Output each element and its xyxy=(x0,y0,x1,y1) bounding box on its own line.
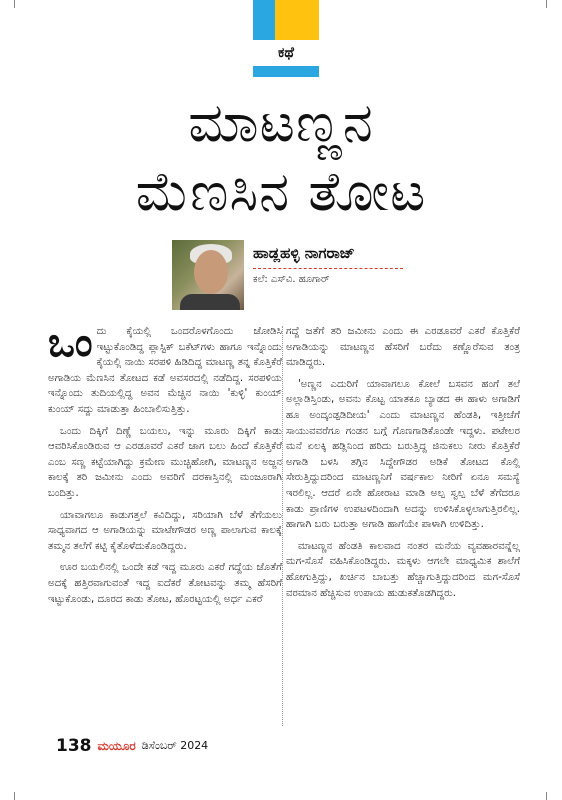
crop-mark xyxy=(14,792,15,800)
illustration-credit: ಕಲೆ: ಎಸ್‌ವಿ. ಹೂಗಾರ್ xyxy=(253,274,330,285)
issue-date: ಡಿಸೆಂಬರ್ 2024 xyxy=(141,739,209,752)
section-tab xyxy=(253,0,319,78)
crop-mark xyxy=(546,792,547,800)
crop-mark xyxy=(546,0,547,8)
paragraph: ಊರ ಬಯಲಿನಲ್ಲಿ ಒಂದೇ ಕಡೆ ಇದ್ದ ಮೂರು ಎಕರೆ ಗದ್ದೆಯ ಜೊತೆಗೆ ಅದಕ್ಕೆ ಹತ್ತಿರವಾಗುವಂತೆ ಇದ್ದ ಐದೆಕರೆ ತೋಟವನ್ನು ತಮ್ಮ ಹೆಸರಿಗೆ ಇಟ್ಟುಕೊಂಡು, ದೂರದ ಕಾಡು ತೋಟ, ಹೊರಟ್ಟಯಲ್ಲಿ ಅರ್ಧ ಎಕರೆ xyxy=(48,562,282,605)
paragraph: ಮಾಟಣ್ಣನ ಹೆಂಡತಿ ಕಾಲವಾದ ನಂತರ ಮನೆಯ ವ್ಯವಹಾರವನ್ನೆಲ್ಲ ಮಗ-ಸೊಸೆ ವಹಿಸಿಕೊಂಡಿದ್ದರು. ಮಕ್ಕಳು ಆಗಲೇ ಮಾಧ್ಯಮಿಕ ಶಾಲೆಗೆ ಹೋಗುತ್ತಿದ್ದು, ಖರ್ಚಿನ ಬಾಬತ್ತು ಹೆಚ್ಚಾಗುತ್ತಿದ್ದುದರಿಂದ ಮಗ-ಸೊಸೆ ವರಮಾನ ಹೆಚ್ಚಿಸುವ ಉಪಾಯ ಹುಡುಕತೊಡಗಿದ್ದರು. xyxy=(286,540,520,599)
story-title-line-1: ಮಾಟಣ್ಣನ xyxy=(188,91,374,154)
author-photo-face xyxy=(194,250,228,294)
paragraph: 'ಅಣ್ಣನ ಎದುರಿಗೆ ಯಾವಾಗಲೂ ಕೋಲೆ ಬಸವನ ಹಂಗೆ ತಲೆ ಅಲ್ಲಾಡಿಸ್ತಿಂಡು, ಅವನು ಕೊಟ್ಟ ಯಾತಕೂ ಬ್ಯಾಡದ ಈ ಹಾಳು ಅಗಾಡಿಗೆ ಹೂ ಅಂದ್ಕಂಡ್ಪಡಿದೀಯ' ಎಂದು ಮಾಟಣ್ಣನ ಹೆಂಡತಿ, ಇತ್ತೀಚೆಗೆ ಸಾಯುವವರೆಗೂ ಗಂಡನ ಬಗ್ಗೆ ಗೊಣಗಾಡಿಕೊಂಡೇ ಇದ್ದಳು. ಪಟೇಲರ ಮನೆ ಏಲಕ್ಕಿ ಹಡ್ಲಿನಿಂದ ಹರಿದು ಬರುತ್ತಿದ್ದ ಜಿನುಕಲು ನೀರು ಕೊತ್ತಿಕೆರೆ ಅಗಾಡಿ ಬಳಸಿ ತಗ್ಗಿನ ಸಿದ್ದೇಗೌಡರ ಅಡಿಕೆ ತೋಟದ ಕೊಲ್ಲಿ ಸೇರುತ್ತಿದ್ದುದರಿಂದ ಮಾಟಣ್ಣನಿಗೆ ವರ್ಷಕಾಲ ನೀರಿಗೆ ಏನೂ ಸಮಸ್ಯೆ ಇರಲಿಲ್ಲ. ಆದರೆ ಏನೇ ಹೋರಾಟ ಮಾಡಿ ಅಲ್ಪ ಸ್ವಲ್ಪ ಬೆಳೆ ತೆಗೆದರೂ ಕಾಡು ಪ್ರಾಣಿಗಳ ಉಪಟಳದಿಂದಾಗಿ ಅದನ್ನು ಉಳಿಸಿಕೊಳ್ಳಲಾಗುತ್ತಿರಲಿಲ್ಲ. ಹಾಗಾಗಿ ಬರು ಬರುತ್ತಾ ಅಗಾಡಿ ಹಾಗೆಯೇ ಪಾಳಾಗಿ ಉಳಿದಿತ್ತು. xyxy=(286,378,520,531)
crop-mark xyxy=(14,0,15,8)
tab-blue-block xyxy=(253,0,275,40)
tab-yellow-block xyxy=(275,0,319,40)
column-divider xyxy=(282,326,283,726)
section-label: ಕಥೆ xyxy=(253,40,319,66)
paragraph: ಯಾವಾಗಲೂ ಕಾಡುಗತ್ತಲೆ ಕವಿದಿದ್ದು, ಸರಿಯಾಗಿ ಬೆಳೆ ತೆಗೆಯಲು ಸಾಧ್ಯವಾಗದ ಆ ಅಗಾಡಿಯನ್ನು ಮಾಟೇಗೌಡರ ಅಣ್ಣ ಪಾಲಾಗುವ ಕಾಲಕ್ಕೆ ತಮ್ಮನ ತಲೆಗೆ ಕಟ್ಟಿ ಕೈತೊಳೆದುಕೊಂಡಿದ್ದರು. xyxy=(48,509,282,552)
tab-blue-bar xyxy=(253,66,319,77)
author-name: ಹಾಡ್ಲಹಳ್ಳಿ ನಾಗರಾಜ್ xyxy=(253,244,355,262)
paragraph: ಒಂದು ದಿಕ್ಕಿಗೆ ದಿಣ್ಣೆ ಬಯಲು, ಇನ್ನು ಮೂರು ದಿಕ್ಕಿಗೆ ಕಾಡು ಆವರಿಸಿಕೊಂಡಿರುವ ಆ ಎರಡೂವರೆ ಎಕರೆ ಜಾಗ ಬಲು ಹಿಂದೆ ಕೊತ್ತಿಕೆರೆ ಎಂಬ ಸಣ್ಣ ಕಟ್ಟೆಯಾಗಿದ್ದು ಕ್ರಮೇಣ ಮುಚ್ಚಿಹೋಗಿ, ಮಾಟಣ್ಣನ ಅಜ್ಜನ ಕಾಲಕ್ಕೆ ತರಿ ಜಮೀನು ಎಂದು ಅವರಿಗೆ ದರಕಾಸ್ತಿನಲ್ಲಿ ಮಂಜೂರಾಗಿ ಬಂದಿತ್ತು. xyxy=(48,425,282,499)
author-photo-shirt xyxy=(180,294,240,310)
paragraph-text: ದು ಕೈಯಲ್ಲಿ ಒಂದರೊಳಗೊಂದು ಜೋಡಿಸಿ ಇಟ್ಟುಕೊಂಡಿದ್ದ ಪ್ಲಾಸ್ಟಿಕ್ ಬಕೆಟ್‌ಗಳು ಹಾಗೂ ಇನ್ನೊಂದು ಕೈಯಲ್ಲಿ ನಾಯಿ ಸರಪಳಿ ಹಿಡಿದಿದ್ದ ಮಾಟಣ್ಣ ತನ್ನ ಕೊತ್ತಿಕೆರೆ ಅಗಾಡಿಯ ಮೆಣಸಿನ ತೋಟದ ಕಡೆ ಅವಸರದಲ್ಲಿ ನಡೆದಿದ್ದ. ಸರಪಳಿಯ ಇನ್ನೊಂದು ತುದಿಯಲ್ಲಿದ್ದ ಅವನ ಮೆಚ್ಚಿನ ನಾಯಿ 'ಕುಳ್ಳಿ' ಕುಂಯ್ ಕುಂಯ್ ಸದ್ದು ಮಾಡುತ್ತಾ ಹಿಂಬಾಲಿಸುತ್ತಿತ್ತು. xyxy=(48,326,282,415)
author-divider xyxy=(253,268,403,269)
paragraph: ಗದ್ದೆ ಜತೆಗೆ ತರಿ ಜಮೀನು ಎಂದು ಈ ಎರಡೂವರೆ ಎಕರೆ ಕೊತ್ತಿಕೆರೆ ಅಗಾಡಿಯನ್ನು ಮಾಟಣ್ಣನ ಹೆಸರಿಗೆ ಬರೆದು ಕಣ್ಣೊರೆಸುವ ತಂತ್ರ ಮಾಡಿದ್ದರು. xyxy=(286,326,520,369)
drop-cap: ಒಂ xyxy=(48,320,93,366)
magazine-logo: ಮಯೂರ xyxy=(97,738,136,753)
paragraph xyxy=(48,320,282,418)
story-title-line-2: ಮೆಣಸಿನ ತೋಟ xyxy=(135,160,427,223)
page-footer xyxy=(56,736,208,756)
story-column-left xyxy=(48,320,282,613)
page-number: 138 xyxy=(56,736,92,756)
author-photo xyxy=(172,240,244,310)
story-column-right xyxy=(286,324,520,607)
